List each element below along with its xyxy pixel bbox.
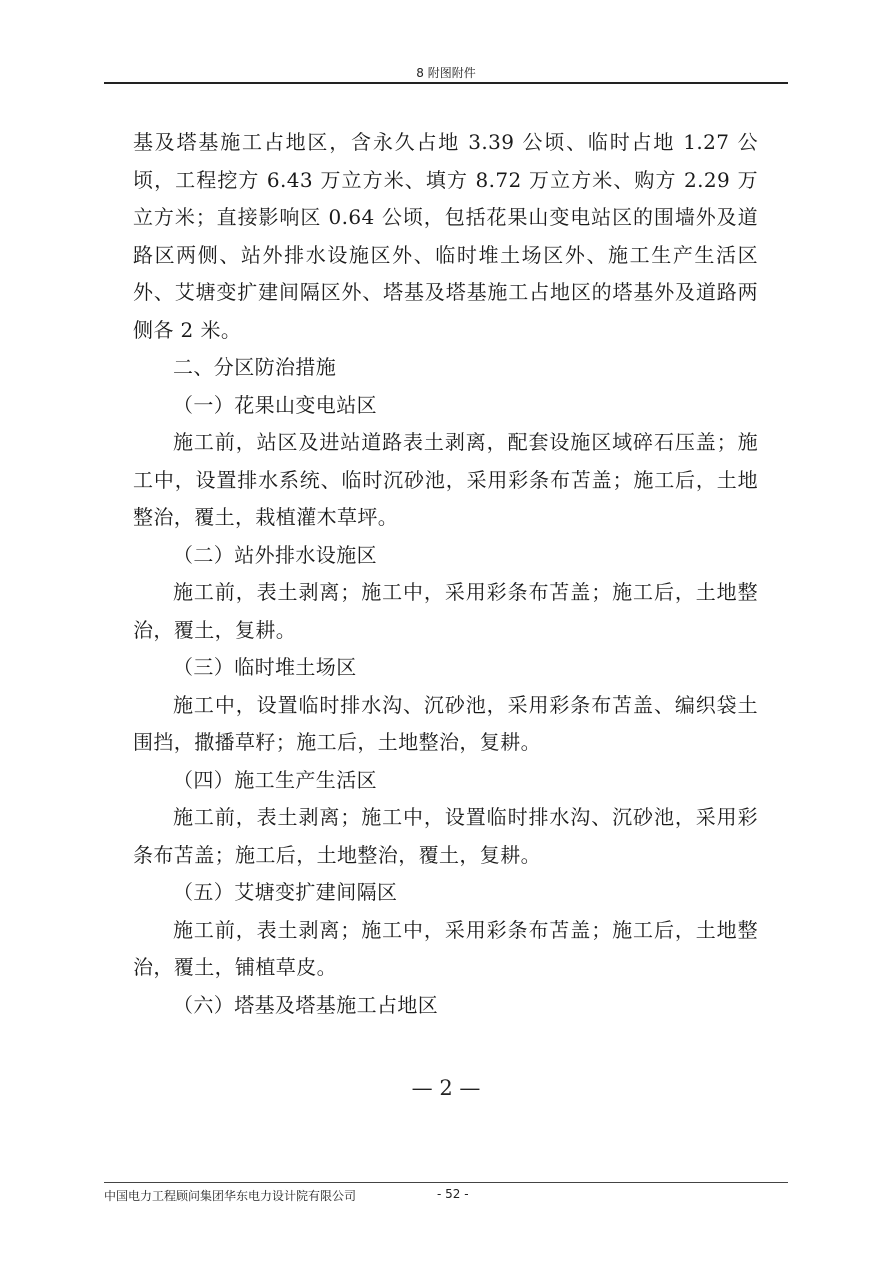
page-number: — 2 —: [411, 1076, 481, 1100]
paragraph-huaguoshan-substation: 施工前，站区及进站道路表土剥离，配套设施区域碎石压盖；施工中，设置排水系统、临时沉砂池，采用彩条布苫盖；施工后，土地整治，覆土，栽植灌木草坪。: [133, 430, 758, 529]
header-divider: [104, 82, 788, 84]
footer-company-name: 中国电力工程顾问集团华东电力设计院有限公司: [104, 1189, 357, 1203]
header-title: 8 附图附件: [416, 66, 476, 80]
subheading-aitang-expansion-bay: （五）艾塘变扩建间隔区: [173, 880, 398, 904]
section-heading-zoning-measures: 二、分区防治措施: [173, 355, 337, 379]
paragraph-aitang-expansion-bay: 施工前，表土剥离；施工中，采用彩条布苫盖；施工后，土地整治，覆土，铺植草皮。: [133, 917, 758, 979]
paragraph-construction-living-area: 施工前，表土剥离；施工中，设置临时排水沟、沉砂池，采用彩条布苫盖；施工后，土地整治，覆土，复耕。: [133, 805, 758, 867]
subheading-construction-living-area: （四）施工生产生活区: [173, 767, 377, 792]
subheading-temporary-spoil-yard: （三）临时堆土场区: [173, 655, 357, 679]
subheading-huaguoshan-substation: （一）花果山变电站区: [173, 392, 377, 417]
paragraph-temporary-spoil-yard: 施工中，设置临时排水沟、沉砂池，采用彩条布苫盖、编织袋土围挡，撒播草籽；施工后，土地整治，复耕。: [133, 692, 758, 754]
paragraph-land-summary: 基及塔基施工占地区，含永久占地 3.39 公顷、临时占地 1.27 公顷，工程挖方 6.43 万立方米、填方 8.72 万立方米、购方 2.29 万立方米；直接影响区 0.64 公顷，包括花果山变电站区的围墙外及道路区两侧、站外排水设施区外、临时堆土场区外、施工生产生活区外、艾塘变扩建间隔区外、塔基及塔基施工占地区的塔基外及道路两侧各 2 米。: [133, 130, 758, 342]
paragraph-drainage-facility: 施工前，表土剥离；施工中，采用彩条布苫盖；施工后，土地整治，覆土，复耕。: [133, 580, 758, 642]
footer-page-number: - 52 -: [437, 1187, 469, 1201]
subheading-drainage-facility: （二）站外排水设施区: [173, 542, 377, 567]
subheading-tower-foundation-area: （六）塔基及塔基施工占地区: [173, 992, 439, 1017]
document-body: [133, 124, 758, 1024]
footer-divider: [104, 1182, 788, 1183]
